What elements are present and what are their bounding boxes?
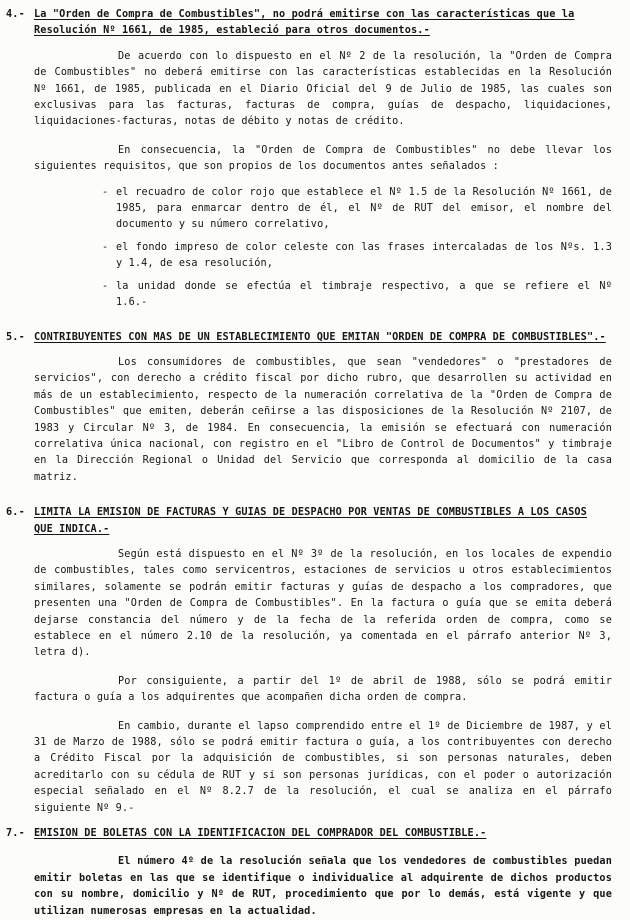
list-item-text: el fondo impreso de color celeste con las frases intercaladas de los Nºs. 1.3 y 1.4, de esa resolución, [116,241,612,270]
section-heading [6,826,612,842]
list-item-text: la unidad donde se efectúa el timbraje respectivo, a que se refiere el Nº 1.6.- [116,280,612,309]
paragraph: En cambio, durante el lapso comprendido entre el 1º de Diciembre de 1987, y el 31 de Marzo de 1988, sólo se podrá emitir factura o guía, a los contribuyentes con derecho a Crédito Fiscal por la adquisición de combustibles, si son personas naturales, deben acreditarlo con su cédula de RUT y si son personas jurídicas, con el poder o autorización especial señalado en el Nº 8.2.7 de la resolución, el cual se analiza en el párrafo siguiente Nº 9.- [34,720,612,814]
section-4 [6,7,612,312]
list-item: - el recuadro de color rojo que establece el Nº 1.5 de la Resolución Nº 1661, de 1985, para enmarcar dentro de él, el Nº de RUT del emisor, el nombre del documento y su número correlativo, [102,186,612,231]
section-title: LIMITA LA EMISION DE FACTURAS Y GUIAS DE DESPACHO POR VENTAS DE COMBUSTIBLES A LOS CASOS QUE INDICA.- [34,507,587,535]
section-heading [6,330,612,346]
section-heading [6,7,612,40]
section-number: 4.- [6,9,25,20]
list-item-text: el recuadro de color rojo que establece el Nº 1.5 de la Resolución Nº 1661, de 1985, para enmarcar dentro de él, el Nº de RUT del emisor, el nombre del documento y su número correlativo, [116,186,612,231]
paragraph: Los consumidores de combustibles, que sean "vendedores" o "prestadores de servicios", con derecho a crédito fiscal por dicho rubro, que desarrollen su actividad en más de un establecimiento, respecto de la numeración correlativa de la "Orden de Compra de Combustibles" que emiten, deberán ceñirse a las disposiciones de la Resolución Nº 2107, de 1983 y Circular Nº 3, de 1984. En consecuencia, la emisión se efectuará con numeración correlativa única nacional, con registro en el "Libro de Control de Documentos" y timbraje en la Dirección Regional o Unidad del Servicio que corresponda al domicilio de la casa matriz. [34,356,612,483]
list-item: - el fondo impreso de color celeste con las frases intercaladas de los Nºs. 1.3 y 1.4, de esa resolución, [102,241,612,270]
requirements-list [6,185,612,312]
section-title: CONTRIBUYENTES CON MAS DE UN ESTABLECIMIENTO QUE EMITAN "ORDEN DE COMPRA DE COMBUSTIBLES".- [34,331,606,343]
paragraph: En consecuencia, la "Orden de Compra de Combustibles" no debe llevar los siguientes requisitos, que son propios de los documentos antes señalados : [34,144,612,173]
section-number: 6.- [6,507,25,519]
paragraph: De acuerdo con lo dispuesto en el Nº 2 de la resolución, la "Orden de Compra de Combustibles" no deberá emitirse con las características establecidas en la Resolución Nº 1661, de 1985, publicada en el Diario Oficial del 9 de Julio de 1985, las cuales son exclusivas para las facturas, facturas de compra, guías de despacho, liquidaciones, liquidaciones-facturas, notas de débito y notas de crédito. [34,50,612,128]
section-6 [6,505,612,817]
section-number: 7.- [6,828,25,840]
paragraph: El número 4º de la resolución señala que los vendedores de combustibles puedan emitir boletas en las que se identifique o individualice al adquirente de dichos productos con su nombre, domicilio y Nº de RUT, procedimiento que por lo demás, está vigente y que utilizan numerosas empresas en la actualidad. [34,856,612,917]
section-heading [6,505,612,538]
section-7 [6,826,612,920]
section-5 [6,330,612,487]
section-title: La "Orden de Compra de Combustibles", no podrá emitirse con las características que la Resolución Nº 1661, de 1985, estableció para otros documentos.- [34,9,575,37]
paragraph: Según está dispuesto en el Nº 3º de la resolución, en los locales de expendio de combustibles, tales como servicentros, estaciones de servicios u otros establecimientos similares, solamente se podrán emitir facturas y guías de despacho a los compradores, que presenten una "Orden de Compra de Combustibles". En la factura o guía que se emita deberá dejarse constancia del número y de la fecha de la referida orden de compra, como se establece en el número 2.10 de la resolución, ya comentada en el párrafo anterior Nº 3, letra d). [34,548,612,659]
paragraph: Por consiguiente, a partir del 1º de abril de 1988, sólo se podrá emitir factura o guía a los adquirentes que acompañen dicha orden de compra. [34,675,612,704]
list-item: - la unidad donde se efectúa el timbraje respectivo, a que se refiere el Nº 1.6.- [102,280,612,309]
section-number: 5.- [6,331,25,343]
section-title: EMISION DE BOLETAS CON LA IDENTIFICACION DEL COMPRADOR DEL COMBUSTIBLE.- [34,828,487,840]
